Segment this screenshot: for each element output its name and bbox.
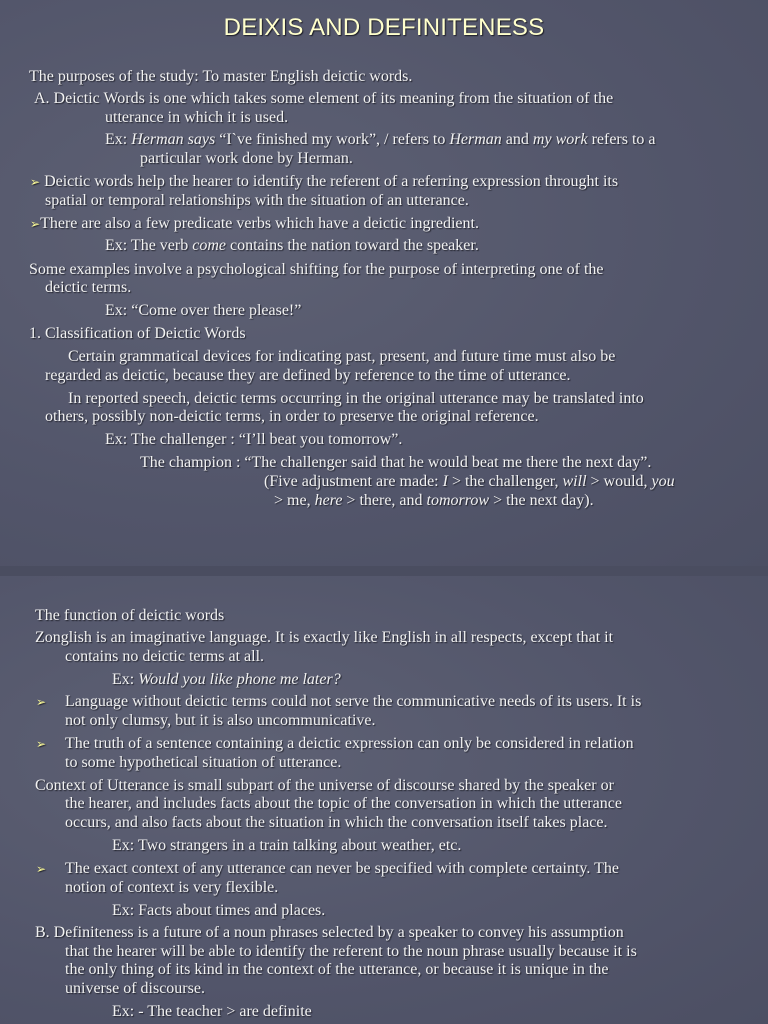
text-line: the only thing of its kind in the context of the utterance, or because it is unique in the	[65, 961, 609, 978]
text-line: Ex: Facts about times and places.	[112, 902, 326, 919]
bullet-line	[36, 860, 46, 878]
text-line: Ex: Herman says “I`ve finished my work”, / refers to Herman and my work refers to a	[105, 131, 656, 148]
text-line: Ex: Two strangers in a train talking about weather, etc.	[112, 837, 462, 854]
arrow-bullet-icon: ➢	[36, 862, 47, 876]
slide-separator	[0, 566, 768, 576]
text-line: utterance in which it is used.	[105, 109, 289, 126]
text-line: Ex: Would you like phone me later?	[112, 671, 341, 688]
arrow-bullet-icon: ➢	[30, 175, 41, 189]
slide-title: DEIXIS AND DEFINITENESS	[223, 14, 545, 41]
text-line: (Five adjustment are made: I > the challenger, will > would, you	[264, 473, 675, 490]
text-line: Language without deictic terms could not serve the communicative needs of its users. It is	[65, 693, 642, 710]
text-line: others, possibly non-deictic terms, in order to preserve the original reference.	[45, 408, 539, 425]
text-line: In reported speech, deictic terms occurring in the original utterance may be translated into	[68, 390, 644, 407]
text-line: not only clumsy, but it is also uncommunicative.	[65, 712, 376, 729]
text-line: particular work done by Herman.	[140, 150, 353, 167]
text-line: that the hearer will be able to identify the referent to the noun phrase usually because it is	[65, 943, 637, 960]
text-line: contains no deictic terms at all.	[65, 648, 265, 665]
text-line: regarded as deictic, because they are defined by reference to the time of utterance.	[45, 367, 571, 384]
text-line: A. Deictic Words is one which takes some element of its meaning from the situation of the	[34, 90, 614, 107]
bullet-line	[36, 693, 46, 711]
text-line: Context of Utterance is small subpart of the universe of discourse shared by the speaker or	[35, 777, 614, 794]
text-line: Ex: “Come over there please!”	[105, 302, 302, 319]
text-line: Some examples involve a psychological shifting for the purpose of interpreting one of the	[29, 261, 604, 278]
slide-2	[0, 576, 768, 1024]
section-heading: 1. Classification of Deictic Words	[29, 325, 246, 342]
text-line: occurs, and also facts about the situation in which the conversation itself takes place.	[65, 814, 608, 831]
text-line: The champion : “The challenger said that he would beat me there the next day”.	[140, 454, 652, 471]
text-line: B. Definiteness is a future of a noun phrases selected by a speaker to convey his assumption	[35, 924, 624, 941]
text-line: The purposes of the study: To master English deictic words.	[29, 68, 413, 85]
arrow-bullet-icon: ➢	[36, 695, 47, 709]
text-line: deictic terms.	[45, 279, 132, 296]
text-line: Ex: The challenger : “I’ll beat you tomorrow”.	[105, 431, 403, 448]
text-line: spatial or temporal relationships with the situation of an utterance.	[45, 192, 469, 209]
text-line: Ex: The verb come contains the nation toward the speaker.	[105, 237, 479, 254]
bullet-line: ➢There are also a few predicate verbs which have a deictic ingredient.	[30, 215, 479, 232]
text-line: notion of context is very flexible.	[65, 879, 279, 896]
arrow-bullet-icon: ➢	[30, 217, 41, 231]
bullet-line: ➢ Deictic words help the hearer to identify the referent of a referring expression throught its	[30, 173, 619, 190]
text-line: > me, here > there, and tomorrow > the next day).	[274, 492, 594, 509]
arrow-bullet-icon: ➢	[36, 737, 47, 751]
text-line: Certain grammatical devices for indicating past, present, and future time must also be	[68, 348, 616, 365]
text-line: Zonglish is an imaginative language. It is exactly like English in all respects, except that it	[35, 629, 614, 646]
text-line: The truth of a sentence containing a deictic expression can only be considered in relation	[65, 735, 634, 752]
text-line: the hearer, and includes facts about the topic of the conversation in which the utterance	[65, 795, 622, 812]
text-line: Ex: - The teacher > are definite	[112, 1003, 312, 1020]
text-line: universe of discourse.	[65, 980, 205, 997]
text-line: to some hypothetical situation of utterance.	[65, 754, 342, 771]
text-line: The exact context of any utterance can never be specified with complete certainty. The	[65, 860, 619, 877]
slide-heading: The function of deictic words	[35, 607, 225, 624]
bullet-line	[36, 735, 46, 753]
